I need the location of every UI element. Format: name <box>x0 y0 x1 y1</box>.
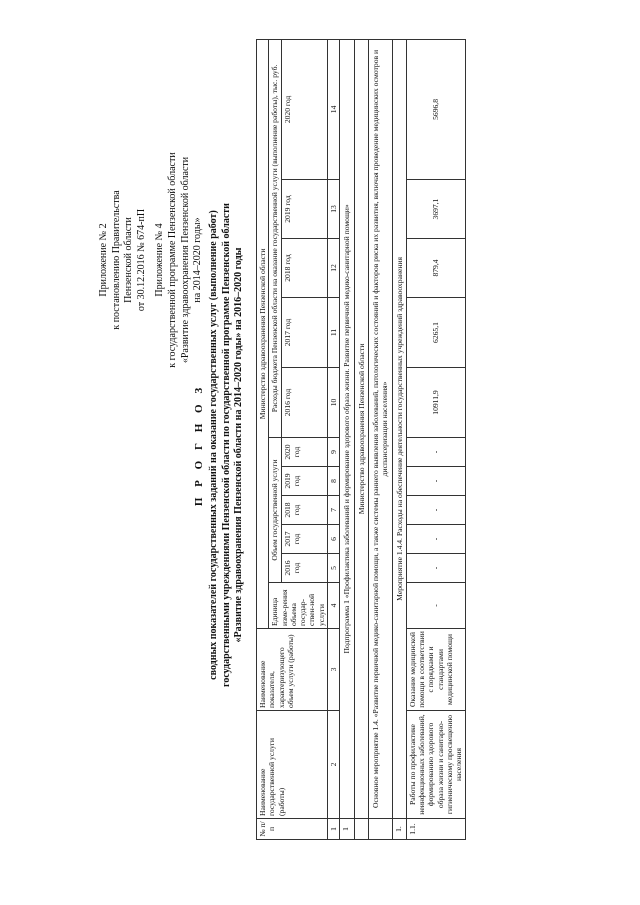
column-number: 2 <box>328 711 340 819</box>
appendix-number: Приложение № 4 <box>154 223 166 297</box>
appendix-date-line: от 30.12.2016 № 674-пП <box>135 208 147 312</box>
column-number: 7 <box>328 496 340 525</box>
year-header: 2017 год <box>281 298 327 368</box>
appendix-header <box>98 120 205 400</box>
document-title <box>193 125 246 765</box>
expense-value: 3697,1 <box>406 180 465 239</box>
title-line: государственными учреждениями Пензенской области по государственной программе Пензенской области <box>220 203 232 687</box>
volume-value: - <box>406 438 465 467</box>
expense-value: 6265,1 <box>406 298 465 368</box>
appendix-ref-line: «Развитие здравоохранения Пензенской области <box>179 156 191 364</box>
appendix-ref-line: на 2014–2020 годы» <box>192 217 204 303</box>
column-number: 11 <box>328 298 340 368</box>
appendix-ref-line: к государственной программе Пензенской области <box>166 152 178 368</box>
expense-value: 10911,9 <box>406 368 465 438</box>
measure-num: 1. <box>392 819 406 840</box>
ministry-title: Министерство здравоохранения Пензенской области <box>354 39 368 818</box>
row-num: 1 <box>340 819 354 840</box>
empty-cell <box>354 819 368 840</box>
appendix-number: Приложение № 2 <box>98 223 109 297</box>
volume-value: - <box>406 496 465 525</box>
expense-value: 5696,8 <box>406 39 465 179</box>
header-ministry: Министерство здравоохранения Пензенской области <box>257 39 269 628</box>
row-num: 1.1. <box>406 819 465 840</box>
year-header: 2018 год <box>281 496 327 525</box>
column-number: 12 <box>328 239 340 298</box>
ministry-row <box>354 39 368 839</box>
unit-value: - <box>406 583 465 629</box>
indicator-name: Оказание медицинской помощи в соответствии с порядками и стандартами медицинской помощи <box>406 629 465 711</box>
year-header: 2019 год <box>281 467 327 496</box>
column-number: 9 <box>328 438 340 467</box>
header-indicator: Наименование показателя, характеризующего объем услуги (работы) <box>257 629 328 711</box>
column-number: 5 <box>328 554 340 583</box>
table-row <box>406 39 465 839</box>
forecast-table <box>256 39 466 840</box>
header-service: Наименование государственной услуги (работы) <box>257 711 328 819</box>
year-header: 2017 год <box>281 525 327 554</box>
year-header: 2019 год <box>281 180 327 239</box>
service-name: Работы по профилактике неинфекционных заболеваний, формированию здорового образа жизни и санитарно-гигиеническому просвещению населения <box>406 711 465 819</box>
year-header: 2020 год <box>281 438 327 467</box>
appendix-ref-line: Пензенской области <box>123 217 135 303</box>
header-volume: Объем государственной услуги <box>269 438 281 583</box>
header-unit: Единица изме-рения объема государ-ствен-ной услуги <box>269 583 328 629</box>
measure-title: Мероприятие 1.4.4. Расходы на обеспечение деятельности государственных учреждений здравоохранения <box>392 39 406 818</box>
main-measure-row <box>368 39 392 839</box>
header-row <box>257 39 269 839</box>
year-header: 2016 год <box>281 368 327 438</box>
header-num: № п/п <box>257 819 328 840</box>
volume-value: - <box>406 554 465 583</box>
empty-cell <box>368 819 392 840</box>
column-number: 1 <box>328 819 340 840</box>
header-expenses: Расходы бюджета Пензенской области на оказание государственной услуги (выполнение работы), тыс. руб. <box>269 39 281 437</box>
title-line: сводных показателей государственных заданий на оказание государственных услуг (выполнение работ) <box>207 210 219 680</box>
volume-value: - <box>406 525 465 554</box>
subprogram-title: Подпрограмма 1 «Профилактика заболеваний и формирование здорового образа жизни. Развитие первичной медико-санитарной помощи» <box>340 39 354 818</box>
year-header: 2016 год <box>281 554 327 583</box>
column-number: 6 <box>328 525 340 554</box>
subprogram-row <box>340 39 354 839</box>
column-numbers-row <box>328 39 340 839</box>
column-number: 14 <box>328 39 340 179</box>
column-number: 3 <box>328 629 340 711</box>
title-line: «Развитие здравоохранения Пензенской области на 2014–2020 годы» на 2016–2020 годы <box>233 247 245 643</box>
volume-value: - <box>406 467 465 496</box>
column-number: 13 <box>328 180 340 239</box>
column-number: 4 <box>328 583 340 629</box>
year-header: 2020 год <box>281 39 327 179</box>
expense-value: 879,4 <box>406 239 465 298</box>
main-measure-title: Основное мероприятие 1.4. «Развитие первичной медико-санитарной помощи, а также системы раннего выявления заболеваний, патологических состояний и факторов риска их развития, включая проведение медицинских осмотров и диспансеризации населения» <box>368 39 392 818</box>
column-number: 10 <box>328 368 340 438</box>
measure-row <box>392 39 406 839</box>
title-heading: П Р О Г Н О З <box>193 383 205 507</box>
column-number: 8 <box>328 467 340 496</box>
appendix-ref-line: к постановлению Правительства <box>110 190 122 330</box>
year-header: 2018 год <box>281 239 327 298</box>
